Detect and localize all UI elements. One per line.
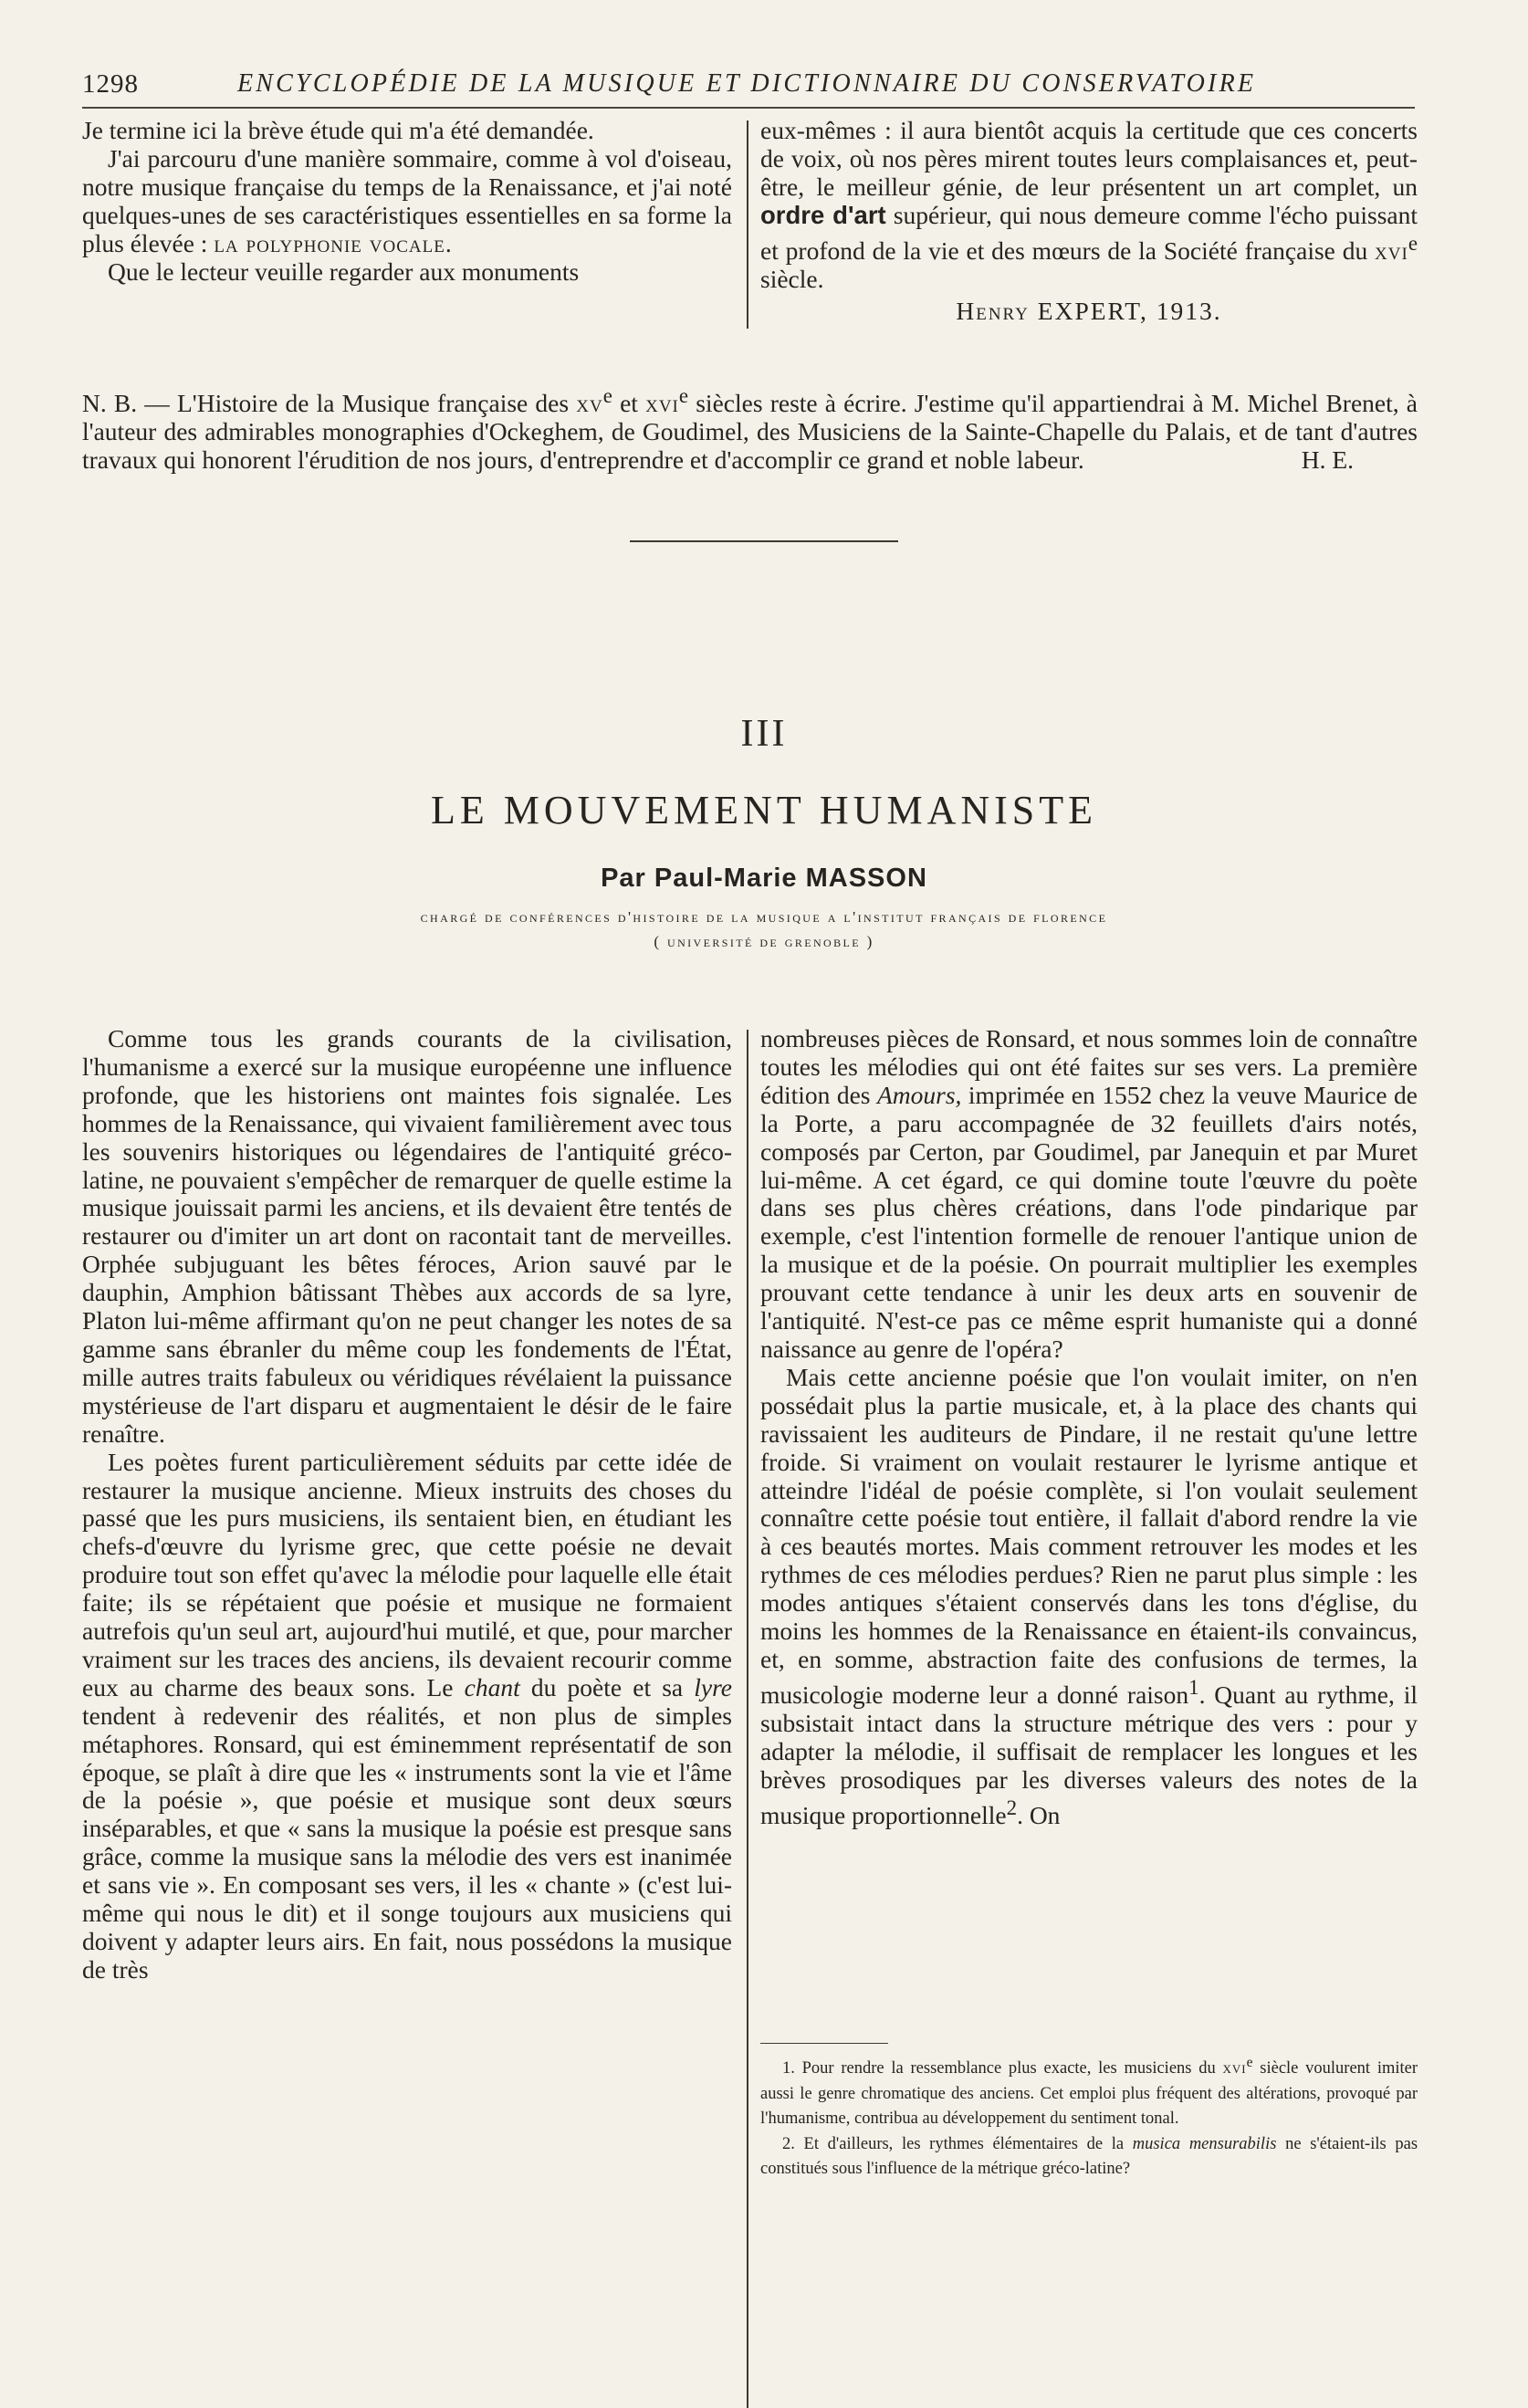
footnote-rule	[760, 2043, 888, 2044]
paragraph-text: Les poètes furent particulièrement séduits par cette idée de restaurer la musique ancienne. Mieux instruits des choses du passé que les purs musiciens, ils sentaient bien, en étudiant les chefs-d'œuvre du lyrisme grec, que cette poésie ne devait produire tout son effet qu'avec la mélodie pour laquelle elle était faite; ils se répétaient que poésie et musique ne formaient autrefois qu'un seul art, aujourd'hui mutilé, et que, pour marcher vraiment sur les traces des anciens, ils devaient recourir comme eux au charme des beaux sons. Le	[82, 1447, 732, 1701]
footnote	[760, 2132, 1418, 2183]
running-head	[82, 69, 1269, 106]
conjunction: et	[620, 389, 638, 418]
paragraph: Je termine ici la brève étude qui m'a été demandée.	[82, 116, 594, 144]
column-divider	[747, 1030, 748, 2408]
paragraph-text: supérieur, qui nous demeure comme l'écho puissant et profond de la vie et des mœurs de la Société française du	[760, 200, 1418, 265]
paragraph	[760, 117, 1418, 294]
century-numeral: xvi	[645, 389, 679, 418]
paragraph	[760, 1364, 1418, 1830]
paragraph-text: . On	[1017, 1800, 1061, 1829]
paragraph-text: Mais cette ancienne poésie que l'on voulait imiter, on n'en possédait plus la partie musicale, et, à la place des chants qui ravissaient les auditeurs de Pindare, il ne restait qu'une lettre froide. Si vraiment on voulait restaurer le lyrisme antique et atteindre l'idéal de poésie complète, si l'on voulait seulement connaître cette poésie tout entière, il fallait d'abord rendre la vie à ces beautés mortes. Mais comment retrouver les modes et les rythmes de ces mélodies perdues? Rien ne parut plus simple : les modes antiques s'étaient conservés dans les tons d'église, du moins les hommes de la Renaissance en étaient-ils convaincus, et, en somme, abstraction faite des confusions de termes, la musicologie moderne leur a donné raison	[760, 1362, 1418, 1709]
italic-word: lyre	[694, 1672, 733, 1701]
paragraph	[760, 1025, 1418, 1364]
footnote-text: 2. Et d'ailleurs, les rythmes élémentaires de la	[782, 2134, 1125, 2153]
nota-bene-text: siècles reste à écrire. J'estime qu'il appartiendrai à M. Michel Brenet, à l'auteur des admirables monographies d'Ockeghem, de Goudimel, des Musiciens de la Sainte-Chapelle du Palais, et de tant d'autres travaux qui honorent l'érudition de nos jours, d'entreprendre et d'accomplir ce grand et noble labeur.	[82, 389, 1418, 475]
paragraph	[82, 1449, 732, 1984]
italic-word: chant	[464, 1672, 520, 1701]
paragraph-text: imprimée en 1552 chez la veuve Maurice de la Porte, a paru accompagnée de 32 feuillets d'airs notés, composés par Certon, par Goudimel, par Janequin et par Muret lui-même. A cet égard, ce qui domine toute l'œuvre du poète dans ses plus chères créations, dans l'ode pindarique par exemple, c'est l'intention formelle de renouer l'antique union de la musique et de la poésie. On pourrait multiplier les exemples prouvant cette tendance à unir les deux arts en souvenir de l'antiquité. N'est-ce pas ce même esprit humaniste qui a donné naissance au genre de l'opéra?	[760, 1080, 1418, 1363]
paragraph-text: eux-mêmes : il aura bientôt acquis la certitude que ces concerts de voix, où nos pères mirent toutes leurs complaisances et, peut-être, le meilleur génie, de leur présentent un art complet, un	[760, 116, 1418, 201]
paragraph: Que le lecteur veuille regarder aux monuments	[108, 257, 580, 286]
paragraph-text: tendent à redevenir des réalités, et non plus de simples métaphores. Ronsard, qui est éminemment représentatif de son époque, se plaît à dire que les « instruments sont la vie et l'âme de la poésie », que poésie et musique sont deux sœurs inséparables, et que « sans la musique la poésie est presque sans grâce, comme la musique sans la mélodie des vers est inanimée et sans vie ». En composant ses vers, il les « chante » (c'est lui-même qui nous le dit) et il songe toujours aux musiciens qui doivent y adapter leurs airs. En fait, nous possédons la musique de très	[82, 1701, 732, 1984]
footnote-text: 1. Pour rendre la ressemblance plus exacte, les musiciens du	[782, 2059, 1216, 2078]
superscript: e	[678, 384, 689, 407]
paragraph	[82, 145, 732, 258]
bold-phrase: ordre d'art	[760, 200, 886, 229]
footnotes	[760, 2050, 1418, 2183]
chapter-title: LE MOUVEMENT HUMANISTE	[430, 788, 1098, 832]
author-affiliation: chargé de conférences d'histoire de la musique a l'institut français de florence	[420, 908, 1108, 926]
signature-name: Henry EXPERT, 1913.	[956, 296, 1222, 325]
paragraph-text: nombreuses pièces de Ronsard, et nous sommes loin de connaître toutes les mélodies qui ont été faites sur ses vers. La première édition des	[760, 1024, 1418, 1109]
author-university: ( université de grenoble )	[654, 933, 874, 950]
paragraph: Comme tous les grands courants de la civilisation, l'humanisme a exercé sur la musique européenne une influence profonde, que les historiens ont maintes fois signalée. Les hommes de la Renaissance, qui vivaient familièrement avec tous les souvenirs historiques ou légendaires de l'antiquité gréco-latine, ne pouvaient s'empêcher de remarquer de quelle estime la musique jouissait parmi les anciens, et ils devaient être tentés de restaurer ou d'imiter un art dont on racontait tant de merveilles. Orphée subjuguant les bêtes féroces, Arion sauvé par le dauphin, Amphion bâtissant Thèbes aux accords de sa lyre, Platon lui-même affirmant qu'on ne peut changer les notes de sa gamme sans ébranler du même coup les fondements de l'État, mille autres traits fabuleux ou véridiques révélaient la puissance mystérieuse de l'art disparu et augmentaient le désir de le faire renaître.	[82, 1024, 732, 1448]
body-right-column	[760, 1025, 1418, 1830]
running-title: ENCYCLOPÉDIE DE LA MUSIQUE ET DICTIONNAIRE DU CONSERVATOIRE	[237, 69, 1257, 98]
paragraph-text: J'ai parcouru d'une manière sommaire, comme à vol d'oiseau, notre musique française du temps de la Renaissance, et j'ai noté quelques-unes de ses caractéristiques essentielles en sa forme la plus élevée :	[82, 143, 732, 257]
italic-phrase: musica mensurabilis	[1132, 2134, 1277, 2153]
century-numeral: xv	[576, 389, 603, 418]
conclusion-left-column	[82, 117, 732, 286]
century-numeral: xvi	[1375, 236, 1408, 265]
paragraph-text: . Quant au rythme, il subsistait intact dans la structure métrique des vers : pour y adapter la mélodie, il suffisait de remplacer les longues et les brèves prosodiques par les diverses valeurs des notes de la musique proportionnelle	[760, 1680, 1418, 1829]
nota-bene-signature: H. E.	[1301, 445, 1354, 475]
century-numeral: xvi	[1222, 2059, 1247, 2078]
nota-bene-text: N. B. — L'Histoire de la Musique française des	[82, 389, 570, 418]
footnote-text: siècle voulurent imiter aussi le genre chromatique des anciens. Cet emploi plus fréquent des altérations, provoqué par l'humanisme, contribua au développement du sentiment tonal.	[760, 2059, 1418, 2129]
header-rule	[82, 107, 1415, 109]
superscript: e	[602, 384, 612, 407]
column-divider	[747, 120, 748, 329]
chapter-number: III	[740, 713, 788, 755]
paragraph-text: du poète et sa	[530, 1672, 684, 1701]
signature	[760, 298, 1418, 326]
page-number: 1298	[82, 69, 139, 99]
section-separator	[630, 540, 898, 542]
author-line: Par Paul-Marie MASSON	[601, 864, 927, 893]
footnote-marker: 1	[1188, 1675, 1199, 1699]
conclusion-right-column	[760, 117, 1418, 326]
superscript: e	[1408, 231, 1418, 255]
paragraph-text: siècle.	[760, 264, 824, 293]
footnote-text: ne s'étaient-ils pas constitués sous l'influence de la métrique gréco-latine?	[760, 2134, 1418, 2179]
nota-bene	[82, 382, 1418, 474]
italic-title: Amours,	[877, 1080, 962, 1109]
body-left-column	[82, 1025, 732, 1984]
footnote	[760, 2050, 1418, 2132]
emphasis-small-caps: la polyphonie vocale.	[214, 228, 453, 257]
footnote-marker: 2	[1006, 1796, 1018, 1819]
superscript: e	[1246, 2055, 1253, 2070]
